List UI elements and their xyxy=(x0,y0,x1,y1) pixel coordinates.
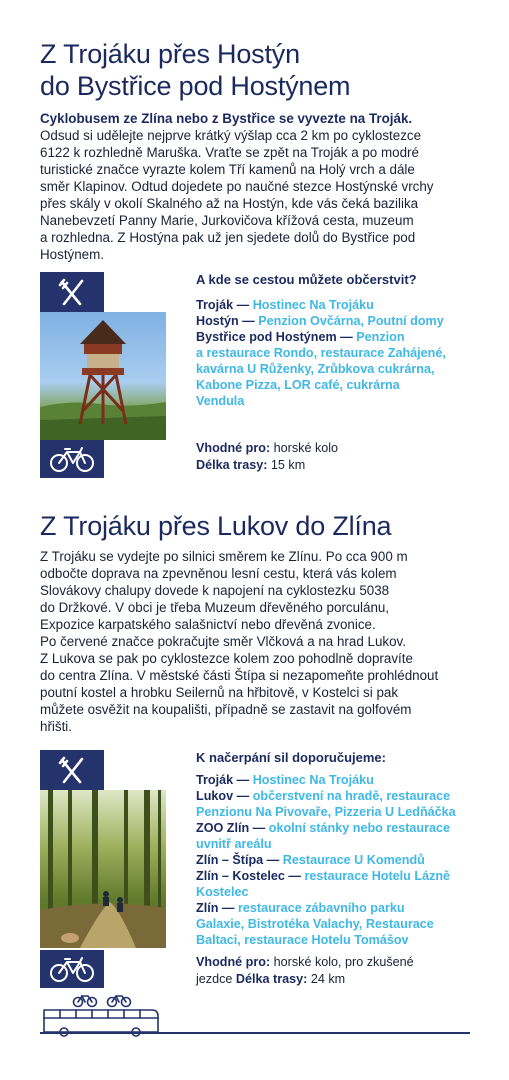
route-length xyxy=(196,457,338,474)
route2-food-list xyxy=(196,772,491,948)
food-venue: Galaxie, Bistrotéka Valachy, Restaurace xyxy=(196,917,434,931)
food-venue: Penzion Ovčárna, Poutní domy xyxy=(258,314,444,328)
route2-info xyxy=(196,954,414,988)
length-value: 24 km xyxy=(310,972,346,986)
route1-line: 6122 k rozhledně Maruška. Vraťte se zpět na Troják a po modré xyxy=(40,145,419,160)
route2-description xyxy=(40,548,480,735)
food-place: Lukov — xyxy=(196,789,250,803)
route2-food-heading: K načerpání sil doporučujeme: xyxy=(196,750,386,765)
length-label: Délka trasy: xyxy=(235,972,308,986)
food-venue: Kabone Pizza, LOR café, cukrárna xyxy=(196,378,400,392)
food-venue: Restaurace U Komendů xyxy=(282,853,425,867)
list-item xyxy=(196,329,486,409)
list-item xyxy=(196,297,486,313)
route2-line: Slovákovy chalupy dovede k napojení na cyklostezku 5038 xyxy=(40,583,390,598)
food-venue: restaurace Hotelu Lázně xyxy=(304,869,451,883)
food-place: Zlín — xyxy=(196,901,235,915)
fork-knife-icon xyxy=(40,272,104,312)
route2-line: poutní kostel a hrobku Seilernů na hřbitově, v Kostelci si pak xyxy=(40,685,399,700)
suitable-value-cont: jezdce xyxy=(196,972,233,986)
bicycle-icon xyxy=(40,440,104,478)
food-place: Bystřice pod Hostýnem — xyxy=(196,330,353,344)
list-item xyxy=(196,788,491,820)
route1-line: přes skály v okolí Skalného až na Hostýn, kde vás čeká bazilika xyxy=(40,196,419,211)
food-venue: Baltaci, restaurace Hotelu Tomášov xyxy=(196,933,409,947)
bike-tile xyxy=(40,950,104,988)
route2-line: Expozice karpatského salašnictví nebo dřevěná zvonice. xyxy=(40,617,376,632)
food-place: ZOO Zlín — xyxy=(196,821,266,835)
food-venue: okolní stánky nebo restaurace xyxy=(268,821,451,835)
route1-line: Odsud si udělejte nejprve krátký výšlap cca 2 km po cyklostezce xyxy=(40,128,422,143)
food-venue: Hostinec Na Trojáku xyxy=(252,298,374,312)
route2-line: Po červené značce pokračujte směr Vlčková a na hrad Lukov. xyxy=(40,634,406,649)
bicycle-icon xyxy=(40,950,104,988)
food-venue: občerstvení na hradě, restaurace xyxy=(252,789,451,803)
food-venue: Penzion xyxy=(356,330,405,344)
suitable-label: Vhodné pro: xyxy=(196,955,271,969)
length-label: Délka trasy: xyxy=(196,458,268,472)
food-venue: Penzionu Na Pivovaře, Pizzeria U Ledňáčka xyxy=(196,805,456,819)
suitable-value: horské kolo xyxy=(273,441,339,455)
route2-line: můžete osvěžit na koupališti, případně se zastavit na golfovém xyxy=(40,702,412,717)
list-item xyxy=(196,820,491,852)
route1-line: směr Klapinov. Odtud dojedete po naučné stezce Hostýnské vrchy xyxy=(40,179,434,194)
route1-title xyxy=(40,38,350,102)
bottom-divider xyxy=(40,1032,470,1034)
route2-title: Z Trojáku přes Lukov do Zlína xyxy=(40,511,392,541)
route2-line: do centra Zlína. V městské části Štípa si nezapomeňte prohlédnout xyxy=(40,668,439,683)
food-venue: Vendula xyxy=(196,394,245,408)
route1-intro: Cyklobusem ze Zlína nebo z Bystřice se vyvezte na Troják. xyxy=(40,111,413,126)
food-venue: Hostinec Na Trojáku xyxy=(252,773,374,787)
suitable-for xyxy=(196,440,338,457)
route1-food-heading: A kde se cestou můžete občerstvit? xyxy=(196,272,417,287)
route1-line: turistické značce vyrazte kolem Tří kamenů na Holý vrch a dále xyxy=(40,162,415,177)
list-item xyxy=(196,852,491,868)
route1-line: Hostýnem. xyxy=(40,247,104,262)
route2-line: odbočte doprava na zpevněnou lesní cestu, která vás kolem xyxy=(40,566,397,581)
food-venue: uvnitř areálu xyxy=(196,837,272,851)
route1-info xyxy=(196,440,338,474)
food-place: Troják — xyxy=(196,773,250,787)
food-venue: restaurace zábavního parku xyxy=(237,901,405,915)
list-item xyxy=(196,900,491,948)
route1-line: Nanebevzetí Panny Marie, Jurkovičova křížová cesta, muzeum xyxy=(40,213,414,228)
suitable-for xyxy=(196,954,414,971)
list-item xyxy=(196,868,491,900)
suitable-value: horské kolo, pro zkušené xyxy=(273,955,414,969)
food-tile xyxy=(40,272,104,312)
route1-food-list xyxy=(196,297,486,409)
route1-title-line2: do Bystřice pod Hostýnem xyxy=(40,71,351,101)
route2-line: do Držkové. V obci je třeba Muzeum dřevěného porculánu, xyxy=(40,600,390,615)
suitable-label: Vhodné pro: xyxy=(196,441,271,455)
route1-title-line1: Z Trojáku přes Hostýn xyxy=(40,39,300,69)
food-place: Zlín – Štípa — xyxy=(196,853,280,867)
lookout-tower-photo xyxy=(40,312,166,440)
food-venue: kavárna U Růženky, Zrůbkova cukrárna, xyxy=(196,362,435,376)
forest-cyclists-photo xyxy=(40,790,166,948)
route2-line: hřišti. xyxy=(40,719,72,734)
fork-knife-icon xyxy=(40,750,104,790)
food-venue: Kostelec xyxy=(196,885,249,899)
route1-description xyxy=(40,110,480,263)
food-venue: a restaurace Rondo, restaurace Zahájené, xyxy=(196,346,446,360)
bike-tile xyxy=(40,440,104,478)
route2-line: Z Lukova se pak po cyklostezce kolem zoo pohodlně dopravíte xyxy=(40,651,413,666)
food-place: Troják — xyxy=(196,298,250,312)
list-item xyxy=(196,772,491,788)
route2-line: Z Trojáku se vydejte po silnici směrem ke Zlínu. Po cca 900 m xyxy=(40,549,408,564)
route-length xyxy=(196,971,414,988)
food-place: Hostýn — xyxy=(196,314,255,328)
length-value: 15 km xyxy=(270,458,306,472)
food-place: Zlín – Kostelec — xyxy=(196,869,301,883)
list-item xyxy=(196,313,486,329)
route1-line: a rozhledna. Z Hostýna pak už jen sjedete dolů do Bystřice pod xyxy=(40,230,416,245)
food-tile xyxy=(40,750,104,790)
